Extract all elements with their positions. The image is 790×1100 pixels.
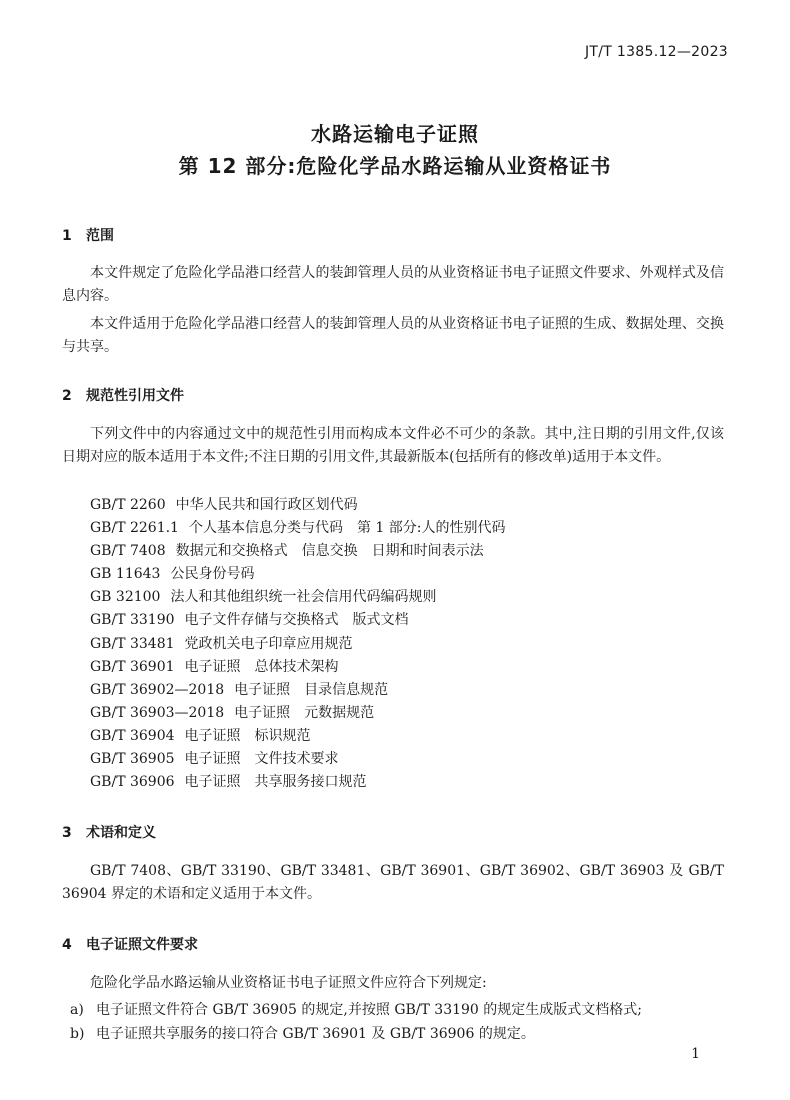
reference-code: GB/T 36903—2018	[90, 704, 225, 721]
reference-item	[90, 494, 506, 517]
reference-part: 第 1 部分:人的性别代码	[356, 520, 506, 537]
reference-code: GB 11643	[90, 566, 161, 583]
reference-item	[90, 609, 506, 632]
reference-item	[90, 725, 506, 748]
reference-item	[90, 586, 506, 609]
section-title: 规范性引用文件	[86, 388, 184, 404]
requirements-list	[70, 998, 642, 1046]
normative-refs-intro: 下列文件中的内容通过文中的规范性引用而构成本文件必不可少的条款。其中,注日期的引用文件,仅该日期对应的版本适用于本文件;不注日期的引用文件,其最新版本(包括所有的修改单)适用于本文件。	[62, 426, 724, 465]
reference-code: GB/T 2260	[90, 497, 166, 513]
reference-item	[90, 563, 506, 586]
section-number: 4	[62, 937, 72, 953]
reference-part: 版式文档	[352, 612, 409, 629]
list-item	[70, 1022, 642, 1046]
reference-code: GB/T 36901	[90, 658, 175, 675]
section-1-heading	[62, 225, 114, 245]
list-text: 电子证照文件符合 GB/T 36905 的规定,并按照 GB/T 33190 的规定生成版式文档格式;	[96, 1002, 642, 1018]
reference-code: GB 32100	[90, 589, 161, 606]
reference-part: 目录信息规范	[304, 681, 389, 698]
file-requirements-intro: 危险化学品水路运输从业资格证书电子证照文件应符合下列规定:	[90, 975, 487, 991]
reference-title: 电子证照	[184, 751, 241, 768]
reference-code: GB/T 33190	[90, 612, 175, 629]
reference-item	[90, 633, 506, 656]
reference-code: GB/T 33481	[90, 635, 175, 652]
reference-title: 党政机关电子印章应用规范	[184, 635, 353, 652]
section-number: 3	[62, 825, 72, 841]
list-marker: a)	[70, 1002, 84, 1018]
section-3-heading	[62, 822, 156, 842]
reference-item	[90, 679, 506, 702]
list-marker: b)	[70, 1026, 85, 1042]
reference-code: GB/T 7408	[90, 543, 166, 560]
list-text: 电子证照共享服务的接口符合 GB/T 36901 及 GB/T 36906 的规定。	[96, 1026, 535, 1042]
reference-title: 电子文件存储与交换格式	[184, 612, 339, 629]
reference-title: 法人和其他组织统一社会信用代码编码规则	[170, 589, 437, 606]
reference-title: 电子证照	[184, 774, 241, 791]
page-number: 1	[691, 1046, 700, 1062]
section-2-heading	[62, 385, 184, 405]
reference-title: 电子证照	[234, 681, 291, 698]
reference-code: GB/T 36902—2018	[90, 681, 225, 698]
reference-item	[90, 702, 506, 725]
reference-item	[90, 748, 506, 771]
section-title: 术语和定义	[86, 825, 156, 841]
reference-part: 标识规范	[254, 727, 311, 744]
reference-title: 中华人民共和国行政区划代码	[175, 497, 358, 513]
reference-title: 电子证照	[184, 658, 241, 675]
section-title: 电子证照文件要求	[86, 937, 198, 953]
reference-part: 信息交换	[301, 543, 358, 560]
section-4-heading	[62, 934, 198, 954]
list-item	[70, 998, 642, 1022]
reference-title: 个人基本信息分类与代码	[188, 520, 343, 537]
terms-paragraph: GB/T 7408、GB/T 33190、GB/T 33481、GB/T 36901、GB/T 36902、GB/T 36903 及 GB/T 36904 界定的术语和定义适用于本文件。	[62, 863, 724, 902]
reference-code: GB/T 2261.1	[90, 520, 179, 537]
reference-title: 数据元和交换格式	[175, 543, 288, 560]
document-title-main: 水路运输电子证照	[311, 122, 479, 146]
reference-item	[90, 517, 506, 540]
reference-code: GB/T 36904	[90, 727, 175, 744]
reference-part: 日期和时间表示法	[371, 543, 484, 560]
section-number: 1	[62, 228, 72, 244]
scope-paragraph-2: 本文件适用于危险化学品港口经营人的装卸管理人员的从业资格证书电子证照的生成、数据处理、交换与共享。	[62, 316, 724, 355]
standard-code: JT/T 1385.12—2023	[584, 44, 728, 60]
reference-part: 共享服务接口规范	[254, 774, 367, 791]
reference-code: GB/T 36905	[90, 751, 175, 768]
reference-part: 元数据规范	[304, 704, 375, 721]
reference-title: 电子证照	[184, 727, 241, 744]
reference-code: GB/T 36906	[90, 774, 175, 791]
reference-item	[90, 771, 506, 794]
reference-title: 电子证照	[234, 704, 291, 721]
section-number: 2	[62, 388, 72, 404]
reference-item	[90, 540, 506, 563]
section-title: 范围	[86, 228, 114, 244]
document-title-part: 第 12 部分:危险化学品水路运输从业资格证书	[178, 154, 612, 178]
reference-item	[90, 656, 506, 679]
reference-part: 文件技术要求	[254, 751, 339, 768]
reference-list	[90, 494, 506, 794]
reference-part: 总体技术架构	[254, 658, 339, 675]
scope-paragraph-1: 本文件规定了危险化学品港口经营人的装卸管理人员的从业资格证书电子证照文件要求、外观样式及信息内容。	[62, 265, 724, 304]
reference-title: 公民身份号码	[170, 566, 255, 583]
